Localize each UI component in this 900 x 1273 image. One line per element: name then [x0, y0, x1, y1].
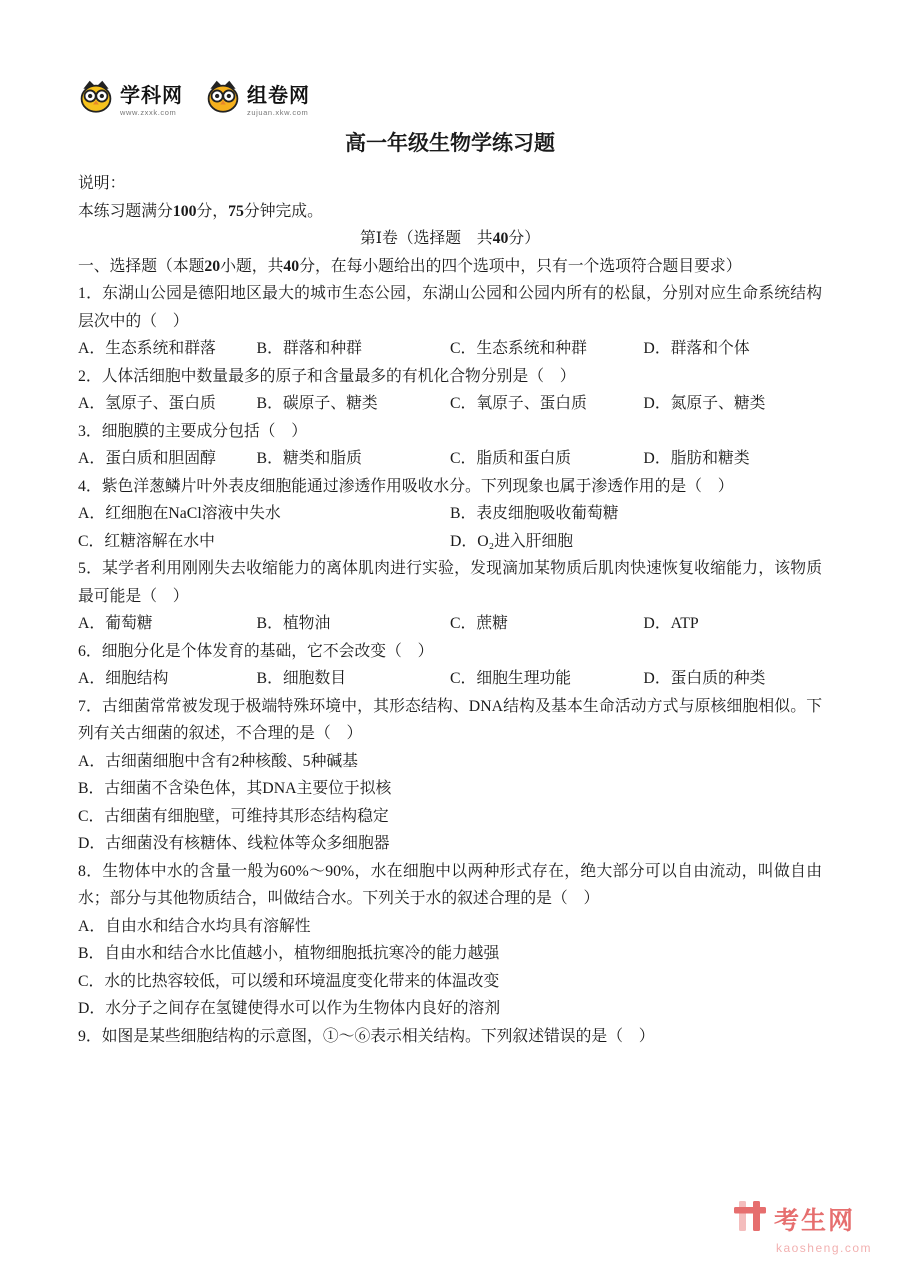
question-2 [78, 363, 822, 418]
header-logos [78, 82, 822, 120]
question-options [78, 500, 822, 555]
zujuanwang-logo-name: 组卷网 [247, 84, 310, 107]
xuekewang-logo-url: www.zxxk.com [120, 107, 177, 117]
question-options [78, 610, 822, 638]
option: C．脂质和蛋白质 [449, 450, 572, 467]
option: D．O₂进入肝细胞 [450, 532, 574, 550]
option: B．糖类和脂质 [256, 450, 362, 467]
option: B．表皮细胞吸收葡萄糖 [450, 505, 619, 522]
option: B．碳原子、糖类 [256, 395, 378, 412]
question-4 [78, 473, 822, 556]
question-1 [78, 280, 822, 363]
option: C．氧原子、蛋白质 [449, 395, 587, 412]
option: A．古细菌细胞中含有2种核酸、5种碱基 [78, 752, 358, 770]
option: D．ATP [643, 615, 699, 632]
kaosheng-watermark-url: kaosheng.com [775, 1241, 872, 1255]
question-list [78, 280, 822, 1050]
kaosheng-watermark [732, 1198, 872, 1255]
note-text: 本练习题满分100分，75分钟完成。 [78, 202, 323, 220]
option: C．红糖溶解在水中 [78, 532, 215, 550]
zujuanwang-logo [205, 78, 310, 124]
question-options [78, 665, 822, 693]
note-label: 说明： [78, 175, 126, 192]
option: C．蔗糖 [449, 615, 508, 632]
option: C．生态系统和种群 [449, 340, 587, 357]
option: B．群落和种群 [256, 340, 362, 357]
question-stem: 1．东湖山公园是德阳地区最大的城市生态公园，东湖山公园和公园内所有的松鼠，分别对应生命系统结构层次中的（ ） [78, 285, 822, 330]
option: D．脂肪和糖类 [643, 450, 750, 467]
section-instruction: 一、选择题（本题20小题，共40分，在每小题给出的四个选项中，只有一个选项符合题目要求） [78, 257, 742, 275]
option: A．自由水和结合水均具有溶解性 [78, 917, 311, 935]
page-title: 高一年级生物学练习题 [345, 131, 555, 155]
question-3 [78, 418, 822, 473]
option: C．古细菌有细胞壁，可维持其形态结构稳定 [78, 807, 389, 825]
kaosheng-logo-row [732, 1198, 855, 1239]
option: A．红细胞在NaCl溶液中失水 [78, 505, 281, 522]
question-options [78, 913, 822, 1023]
kaosheng-watermark-text: 考生网 [773, 1206, 855, 1235]
question-options [78, 335, 822, 363]
option: A．葡萄糖 [78, 615, 153, 632]
option: D．古细菌没有核糖体、线粒体等众多细胞器 [78, 835, 390, 852]
question-stem: 8．生物体中水的含量一般为60%～90%，水在细胞中以两种形式存在，绝大部分可以自由流动，叫做自由水；部分与其他物质结合，叫做结合水。下列关于水的叙述合理的是（ ） [78, 862, 822, 907]
question-options [78, 445, 822, 473]
question-stem: 4．紫色洋葱鳞片叶外表皮细胞能通过渗透作用吸收水分。下列现象也属于渗透作用的是（ ） [78, 477, 734, 495]
xuekewang-logo [78, 78, 183, 124]
option: A．生态系统和群落 [78, 340, 216, 357]
option: D．蛋白质的种类 [643, 670, 766, 687]
question-stem: 2．人体活细胞中数量最多的原子和含量最多的有机化合物分别是（ ） [78, 367, 576, 385]
question-stem: 6．细胞分化是个体发育的基础，它不会改变（ ） [78, 642, 434, 660]
question-stem: 5．某学者利用刚刚失去收缩能力的离体肌肉进行实验，发现滴加某物质后肌肉快速恢复收缩能力，该物质最可能是（ ） [78, 560, 822, 605]
question-5 [78, 555, 822, 638]
option: D．氮原子、糖类 [643, 395, 766, 412]
option: D．群落和个体 [643, 340, 750, 357]
option: B．细胞数目 [256, 670, 347, 687]
owl-mascot-icon [205, 78, 241, 124]
option: A．细胞结构 [78, 670, 169, 687]
option: B．自由水和结合水比值越小，植物细胞抵抗寒冷的能力越强 [78, 945, 500, 962]
section-title: 第Ⅰ卷（选择题 共40分） [359, 230, 541, 247]
question-stem: 9．如图是某些细胞结构的示意图，①～⑥表示相关结构。下列叙述错误的是（ ） [78, 1027, 655, 1045]
zujuanwang-logo-url: zujuan.xkw.com [247, 107, 309, 117]
option: B．古细菌不含染色体，其DNA主要位于拟核 [78, 780, 392, 797]
xuekewang-logo-name: 学科网 [120, 84, 183, 107]
kaosheng-logo-icon [732, 1198, 768, 1239]
question-options [78, 748, 822, 858]
question-stem: 7．古细菌常常被发现于极端特殊环境中，其形态结构、DNA结构及基本生命活动方式与原核细胞相似。下列有关古细菌的叙述，不合理的是（ ） [78, 697, 822, 742]
question-7 [78, 693, 822, 858]
question-stem: 3．细胞膜的主要成分包括（ ） [78, 422, 308, 440]
question-options [78, 390, 822, 418]
owl-mascot-icon [78, 78, 114, 124]
option: A．蛋白质和胆固醇 [78, 450, 216, 467]
question-6 [78, 638, 822, 693]
option: A．氢原子、蛋白质 [78, 395, 216, 412]
option: D．水分子之间存在氢键使得水可以作为生物体内良好的溶剂 [78, 1000, 501, 1017]
question-8 [78, 858, 822, 1023]
question-9 [78, 1023, 822, 1051]
option: C．水的比热容较低，可以缓和环境温度变化带来的体温改变 [78, 972, 500, 990]
option: C．细胞生理功能 [449, 670, 572, 687]
option: B．植物油 [256, 615, 331, 632]
